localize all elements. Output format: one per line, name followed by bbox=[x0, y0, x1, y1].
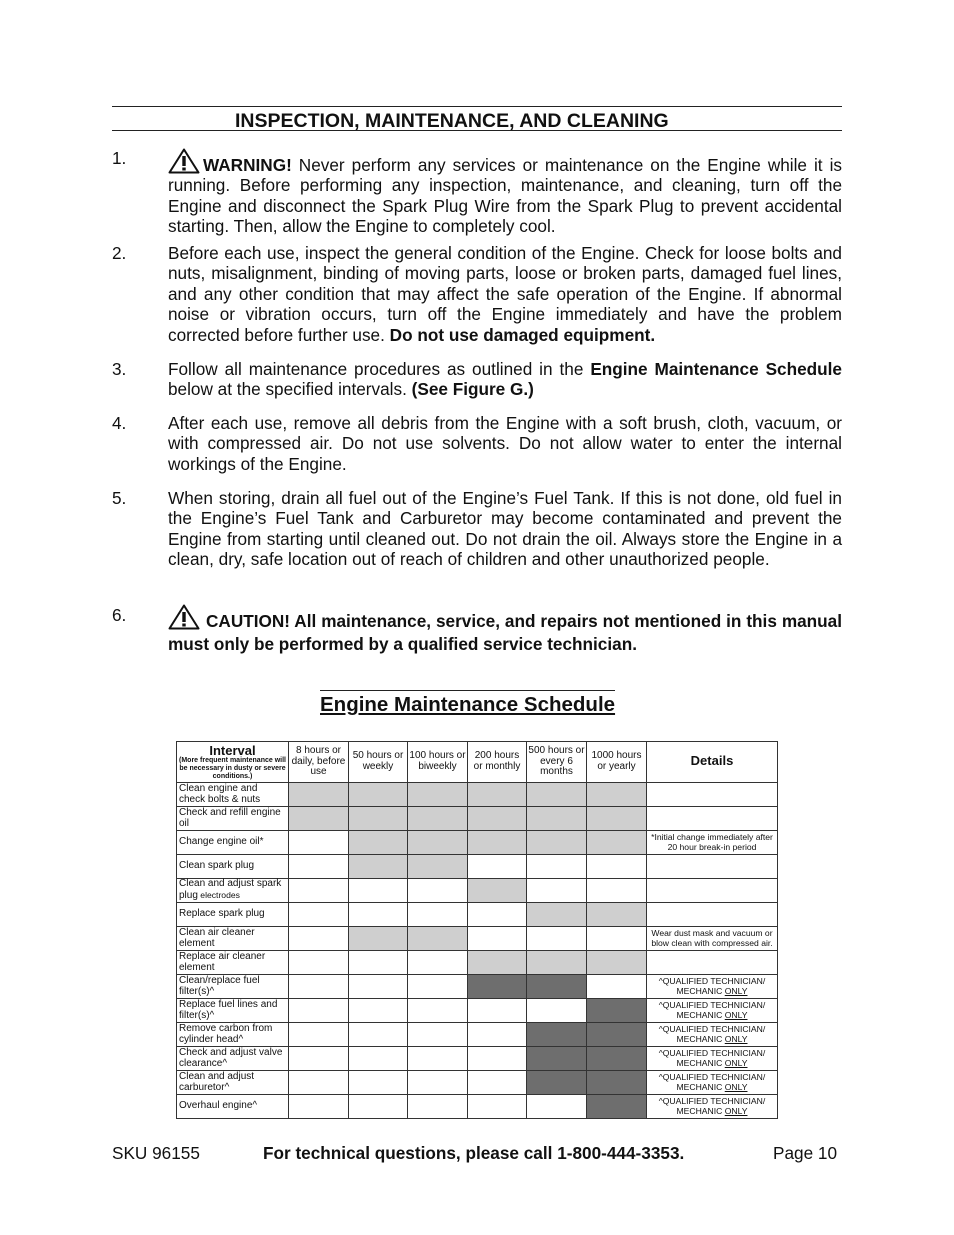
item-number: 1. bbox=[112, 148, 127, 168]
task-cell: Replace fuel lines and filter(s)^ bbox=[177, 999, 289, 1023]
item-bold-text: Do not use damaged equipment. bbox=[389, 324, 656, 345]
interval-cell bbox=[527, 831, 587, 855]
interval-cell bbox=[289, 855, 349, 879]
task-cell: Clean engine and check bolts & nuts bbox=[177, 783, 289, 807]
interval-cell bbox=[408, 999, 468, 1023]
detail-cell bbox=[647, 951, 778, 975]
table-row bbox=[177, 1095, 778, 1119]
table-row bbox=[177, 975, 778, 999]
interval-header bbox=[177, 742, 289, 783]
table-row bbox=[177, 807, 778, 831]
table-row bbox=[177, 855, 778, 879]
task-cell: Check and adjust valve clearance^ bbox=[177, 1047, 289, 1071]
interval-cell bbox=[408, 951, 468, 975]
item-text: After each use, remove all debris from the Engine with a soft brush, cloth, vacuum, or with compressed air. Do not use solvents. Do not allow water to enter the internal workings of the Engine. bbox=[168, 413, 842, 474]
interval-cell bbox=[408, 975, 468, 999]
detail-cell bbox=[647, 783, 778, 807]
item-number: 4. bbox=[112, 413, 127, 433]
interval-cell bbox=[349, 1071, 408, 1095]
task-cell: Remove carbon from cylinder head^ bbox=[177, 1023, 289, 1047]
table-row bbox=[177, 999, 778, 1023]
interval-label: Interval bbox=[209, 742, 256, 758]
interval-cell bbox=[349, 807, 408, 831]
task-cell: Replace air cleaner element bbox=[177, 951, 289, 975]
interval-cell bbox=[408, 783, 468, 807]
list-item-5 bbox=[112, 488, 842, 570]
interval-cell bbox=[349, 1047, 408, 1071]
interval-cell bbox=[468, 879, 527, 903]
interval-cell bbox=[587, 879, 647, 903]
table-row bbox=[177, 1071, 778, 1095]
interval-cell bbox=[349, 975, 408, 999]
title-underline bbox=[112, 130, 842, 131]
qualified-technician-note: ^QUALIFIED TECHNICIAN/ MECHANIC ONLY bbox=[647, 1095, 778, 1119]
interval-cell bbox=[587, 951, 647, 975]
interval-cell bbox=[468, 903, 527, 927]
interval-cell bbox=[587, 975, 647, 999]
column-header: 200 hours or monthly bbox=[468, 742, 527, 783]
interval-cell bbox=[468, 855, 527, 879]
interval-cell bbox=[527, 999, 587, 1023]
interval-cell bbox=[289, 783, 349, 807]
task-cell: Check and refill engine oil bbox=[177, 807, 289, 831]
warning-label: WARNING! bbox=[203, 155, 292, 175]
figure-reference: (See Figure G.) bbox=[411, 379, 534, 400]
interval-cell bbox=[289, 999, 349, 1023]
interval-cell bbox=[408, 903, 468, 927]
interval-cell bbox=[527, 1023, 587, 1047]
table-row bbox=[177, 879, 778, 903]
interval-cell bbox=[408, 879, 468, 903]
detail-cell bbox=[647, 879, 778, 903]
column-header: 8 hours or daily, before use bbox=[289, 742, 349, 783]
interval-cell bbox=[468, 783, 527, 807]
table-row bbox=[177, 1023, 778, 1047]
interval-cell bbox=[587, 999, 647, 1023]
interval-cell bbox=[289, 1071, 349, 1095]
schedule-reference: Engine Maintenance Schedule bbox=[590, 359, 842, 379]
detail-cell: Wear dust mask and vacuum or blow clean with compressed air. bbox=[647, 927, 778, 951]
qualified-technician-note: ^QUALIFIED TECHNICIAN/ MECHANIC ONLY bbox=[647, 1071, 778, 1095]
interval-cell bbox=[349, 855, 408, 879]
interval-cell bbox=[349, 951, 408, 975]
task-cell: Overhaul engine^ bbox=[177, 1095, 289, 1119]
task-cell: Replace spark plug bbox=[177, 903, 289, 927]
interval-cell bbox=[289, 903, 349, 927]
interval-cell bbox=[408, 855, 468, 879]
interval-cell bbox=[468, 975, 527, 999]
interval-cell bbox=[408, 1047, 468, 1071]
interval-cell bbox=[527, 903, 587, 927]
qualified-technician-note: ^QUALIFIED TECHNICIAN/ MECHANIC ONLY bbox=[647, 975, 778, 999]
interval-cell bbox=[587, 903, 647, 927]
schedule-title: Engine Maintenance Schedule bbox=[320, 690, 615, 717]
list-item-2 bbox=[112, 243, 842, 345]
table-row bbox=[177, 927, 778, 951]
interval-note: (More frequent maintenance will be necessary in dusty or severe conditions.) bbox=[179, 756, 286, 780]
interval-cell bbox=[408, 807, 468, 831]
column-header: 100 hours or biweekly bbox=[408, 742, 468, 783]
qualified-technician-note: ^QUALIFIED TECHNICIAN/ MECHANIC ONLY bbox=[647, 1023, 778, 1047]
interval-cell bbox=[587, 1023, 647, 1047]
task-cell: Clean and adjust carburetor^ bbox=[177, 1071, 289, 1095]
interval-cell bbox=[289, 807, 349, 831]
interval-cell bbox=[527, 1095, 587, 1119]
interval-cell bbox=[468, 951, 527, 975]
interval-cell bbox=[587, 831, 647, 855]
interval-cell bbox=[468, 1023, 527, 1047]
maintenance-schedule-table bbox=[176, 741, 778, 1119]
interval-cell bbox=[587, 1071, 647, 1095]
interval-cell bbox=[587, 783, 647, 807]
detail-cell bbox=[647, 855, 778, 879]
table-row bbox=[177, 783, 778, 807]
warning-triangle-icon bbox=[168, 148, 200, 174]
interval-cell bbox=[587, 1047, 647, 1071]
task-cell: Clean and adjust spark plug electrodes bbox=[177, 879, 289, 903]
interval-cell bbox=[408, 1023, 468, 1047]
interval-cell bbox=[468, 927, 527, 951]
interval-cell bbox=[587, 807, 647, 831]
table-header-row bbox=[177, 742, 778, 783]
list-item-6 bbox=[112, 604, 842, 656]
caution-triangle-icon bbox=[168, 604, 200, 630]
table-row bbox=[177, 831, 778, 855]
interval-cell bbox=[527, 1047, 587, 1071]
item-number: 5. bbox=[112, 488, 127, 508]
table-row bbox=[177, 951, 778, 975]
interval-cell bbox=[289, 927, 349, 951]
top-rule bbox=[112, 106, 842, 107]
table-row bbox=[177, 1047, 778, 1071]
item-text: When storing, drain all fuel out of the Engine’s Fuel Tank. If this is not done, old fuel in the Engine’s Fuel Tank and Carburetor may become contaminated and prevent the Engine from starting until cleaned out. Do not drain the oil. Always store the Engine in a clean, dry, safe location out of reach of children and other unauthorized people. bbox=[168, 488, 842, 570]
interval-cell bbox=[527, 975, 587, 999]
interval-cell bbox=[408, 1095, 468, 1119]
interval-cell bbox=[289, 1095, 349, 1119]
item-number: 2. bbox=[112, 243, 127, 263]
detail-cell bbox=[647, 807, 778, 831]
item-number: 3. bbox=[112, 359, 127, 379]
interval-cell bbox=[289, 975, 349, 999]
interval-cell bbox=[527, 807, 587, 831]
interval-cell bbox=[349, 783, 408, 807]
interval-cell bbox=[349, 879, 408, 903]
interval-cell bbox=[289, 1047, 349, 1071]
list-item-3 bbox=[112, 359, 842, 400]
interval-cell bbox=[587, 855, 647, 879]
interval-cell bbox=[468, 807, 527, 831]
interval-cell bbox=[349, 903, 408, 927]
interval-cell bbox=[468, 999, 527, 1023]
interval-cell bbox=[587, 1095, 647, 1119]
interval-cell bbox=[289, 1023, 349, 1047]
section-title: INSPECTION, MAINTENANCE, AND CLEANING bbox=[235, 110, 669, 132]
interval-cell bbox=[527, 927, 587, 951]
interval-cell bbox=[527, 783, 587, 807]
qualified-technician-note: ^QUALIFIED TECHNICIAN/ MECHANIC ONLY bbox=[647, 999, 778, 1023]
interval-cell bbox=[408, 831, 468, 855]
column-header: 50 hours or weekly bbox=[349, 742, 408, 783]
interval-cell bbox=[289, 879, 349, 903]
interval-cell bbox=[468, 831, 527, 855]
interval-cell bbox=[527, 855, 587, 879]
interval-cell bbox=[587, 927, 647, 951]
table-row bbox=[177, 903, 778, 927]
task-cell: Change engine oil* bbox=[177, 831, 289, 855]
detail-cell: *Initial change immediately after 20 hour break-in period bbox=[647, 831, 778, 855]
item-number: 6. bbox=[112, 605, 127, 625]
interval-cell bbox=[349, 999, 408, 1023]
interval-cell bbox=[527, 879, 587, 903]
footer-tech-support: For technical questions, please call 1-800-444-3353. bbox=[263, 1143, 685, 1163]
task-cell: Clean air cleaner element bbox=[177, 927, 289, 951]
caution-text: CAUTION! All maintenance, service, and repairs not mentioned in this manual must only be performed by a qualified service technician. bbox=[168, 611, 842, 654]
list-item-1 bbox=[112, 148, 842, 237]
item-text: below at the specified intervals. bbox=[168, 379, 412, 400]
interval-cell bbox=[349, 1095, 408, 1119]
interval-cell bbox=[349, 927, 408, 951]
interval-cell bbox=[408, 927, 468, 951]
details-header: Details bbox=[647, 742, 778, 783]
task-cell: Clean/replace fuel filter(s)^ bbox=[177, 975, 289, 999]
qualified-technician-note: ^QUALIFIED TECHNICIAN/ MECHANIC ONLY bbox=[647, 1047, 778, 1071]
interval-cell bbox=[349, 831, 408, 855]
interval-cell bbox=[289, 831, 349, 855]
interval-cell bbox=[468, 1095, 527, 1119]
task-cell: Clean spark plug bbox=[177, 855, 289, 879]
column-header: 500 hours or every 6 months bbox=[527, 742, 587, 783]
interval-cell bbox=[408, 1071, 468, 1095]
interval-cell bbox=[289, 951, 349, 975]
item-text: Before each use, inspect the general condition of the Engine. Check for loose bolts and nuts, misalignment, binding of moving parts, loose or broken parts, damaged fuel lines, and any other condition that may affect the safe operation of the Engine. If abnormal noise or vibration occurs, turn off the Engine immediately and have the problem corrected before further use. bbox=[168, 243, 842, 345]
interval-cell bbox=[468, 1047, 527, 1071]
interval-cell bbox=[349, 1023, 408, 1047]
list-item-4 bbox=[112, 413, 842, 474]
interval-cell bbox=[468, 1071, 527, 1095]
item-text: Follow all maintenance procedures as outlined in the bbox=[168, 359, 591, 379]
item-text: Never perform any services or maintenance on the Engine while it is running. Before performing any inspection, maintenance, and cleaning, turn off the Engine and disconnect the Spark Plug Wire from the Spark Plug to prevent accidental starting. Then, allow the Engine to completely cool. bbox=[168, 155, 842, 237]
interval-cell bbox=[527, 951, 587, 975]
column-header: 1000 hours or yearly bbox=[587, 742, 647, 783]
interval-cell bbox=[527, 1071, 587, 1095]
detail-cell bbox=[647, 903, 778, 927]
footer-page-number: Page 10 bbox=[773, 1143, 838, 1163]
footer-sku: SKU 96155 bbox=[112, 1143, 200, 1163]
